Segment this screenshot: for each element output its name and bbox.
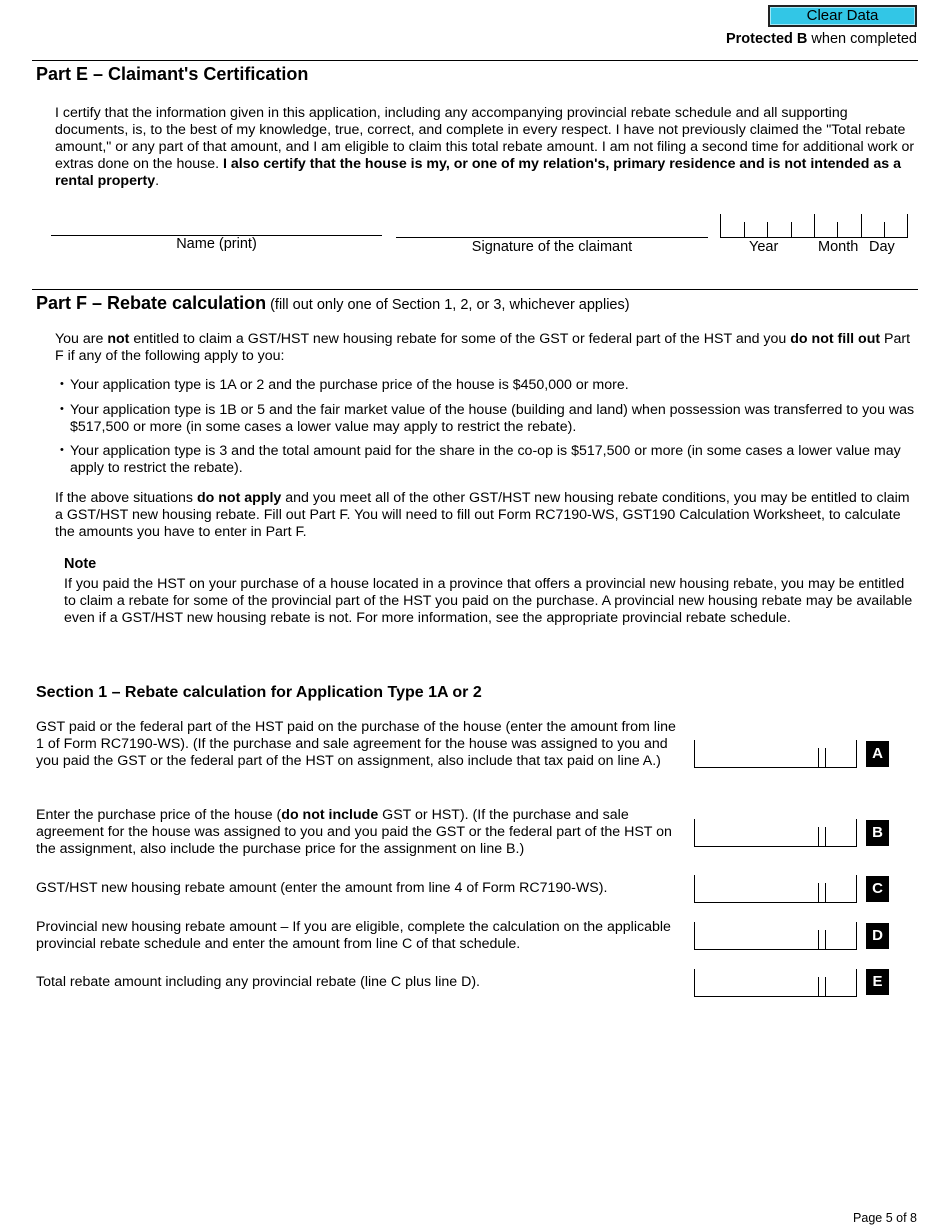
name-print-label: Name (print) [176, 236, 257, 252]
line-b-bold: do not include [281, 807, 379, 823]
line-d-badge: D [866, 923, 889, 949]
clear-data-button[interactable]: Clear Data [768, 5, 917, 27]
above-situations-text [55, 490, 915, 541]
line-e-description: Total rebate amount including any provincial rebate (line C plus line D). [36, 974, 480, 990]
section-1-title: Section 1 – Rebate calculation for Application Type 1A or 2 [36, 684, 482, 701]
note-body: If you paid the HST on your purchase of a house located in a province that offers a provincial new housing rebate, you may be entitled to claim a rebate for some of the provincial part of the HST you paid on the purchase. A provincial new housing rebate may be available even if a GST/HST new housing rebate is not. For more information, see the appropriate provincial rebate schedule. [64, 576, 913, 626]
signature-label: Signature of the claimant [471, 239, 633, 255]
part-f-title-text: Part F – Rebate calculation [36, 293, 267, 313]
line-c-badge: C [866, 876, 889, 902]
protected-b-notice [726, 31, 917, 47]
certification-end: . [155, 173, 160, 189]
protected-b-label: Protected B [725, 31, 808, 47]
line-a-badge: A [866, 741, 889, 767]
part-e-divider [32, 60, 918, 61]
bullet-item: • Your application type is 1A or 2 and the purchase price of the house is $450,000 or more. [60, 377, 629, 393]
date-field[interactable] [720, 214, 910, 238]
page-number: Page 5 of 8 [853, 1211, 917, 1225]
part-f-divider [32, 289, 918, 290]
bullet-item: • Your application type is 3 and the total amount paid for the share in the co-op is $517,500 or more (in some cases a lower value may apply to restrict the rebate). [60, 443, 901, 476]
intro-text-3: Part F if any of the following apply to you: [55, 331, 911, 364]
certification-statement [55, 105, 915, 190]
note-title: Note [64, 556, 97, 572]
line-e-badge: E [866, 969, 889, 995]
month-label: Month [818, 239, 859, 255]
line-d-description: Provincial new housing rebate amount – If you are eligible, complete the calculation on the applicable provincial rebate schedule and enter the amount from line C of that schedule. [36, 919, 671, 952]
part-e-title: Part E – Claimant's Certification [36, 64, 309, 84]
intro-text-2: entitled to claim a GST/HST new housing rebate for some of the GST or federal part of the HST and you [129, 331, 791, 347]
line-e-input[interactable] [694, 996, 857, 997]
part-f-intro [55, 331, 915, 365]
line-c-input[interactable] [694, 902, 857, 903]
line-d-input[interactable] [694, 949, 857, 950]
above-bold: do not apply [196, 490, 282, 506]
part-f-subtitle: (fill out only one of Section 1, 2, or 3, whichever applies) [266, 297, 630, 313]
bullet-item: • Your application type is 1B or 5 and the fair market value of the house (building and land) when possession was transferred to you was $517,500 or more (in some cases a lower value may apply to restrict the rebate). [60, 402, 915, 435]
part-f-title [36, 293, 630, 314]
above-text-1: If the above situations [55, 490, 197, 506]
intro-bold-1: not [107, 331, 130, 347]
above-text-2: and you meet all of the other GST/HST new housing rebate conditions, you may be entitled to claim a GST/HST new housing rebate. Fill out Part F. You will need to fill out Form RC7190-WS, GST190 Calculation Worksheet, to calculate the amounts you have to enter in Part F. [55, 490, 910, 540]
intro-bold-2: do not fill out [790, 331, 881, 347]
line-b-badge: B [866, 820, 889, 846]
certification-bold-text: I also certify that the house is my, or one of my relation's, primary residence and is not intended as a rental property [55, 156, 902, 189]
line-c-description: GST/HST new housing rebate amount (enter the amount from line 4 of Form RC7190-WS). [36, 880, 608, 896]
line-b-text-1: Enter the purchase price of the house ( [36, 807, 282, 823]
certification-text: I certify that the information given in this application, including any accompanying provincial rebate schedule and all supporting documents, is, to the best of my knowledge, true, correct, and complete in every respect. I have not previously claimed the "Total rebate amount," or any part of that amount, and I am eligible to claim this total rebate amount. I am not filing a second time for additional work or extras done on the house. [55, 105, 915, 172]
intro-text-1: You are [55, 331, 108, 347]
signature-field[interactable] [396, 237, 708, 238]
line-b-description [36, 807, 681, 858]
protected-b-suffix: when completed [807, 31, 917, 47]
line-b-input[interactable] [694, 846, 857, 847]
line-b-text-2: GST or HST). (If the purchase and sale agreement for the house was assigned to you and you paid the GST or the federal part of the HST on the assignment, also include the purchase price for the assignment on line B.) [36, 807, 672, 857]
line-a-input[interactable] [694, 767, 857, 768]
day-label: Day [869, 239, 895, 255]
line-a-description: GST paid or the federal part of the HST paid on the purchase of the house (enter the amount from line 1 of Form RC7190-WS). (If the purchase and sale agreement for the house was assigned to you and you paid the GST or the federal part of the HST on assignment, also include that tax paid on line A.) [36, 719, 676, 769]
year-label: Year [749, 239, 779, 255]
